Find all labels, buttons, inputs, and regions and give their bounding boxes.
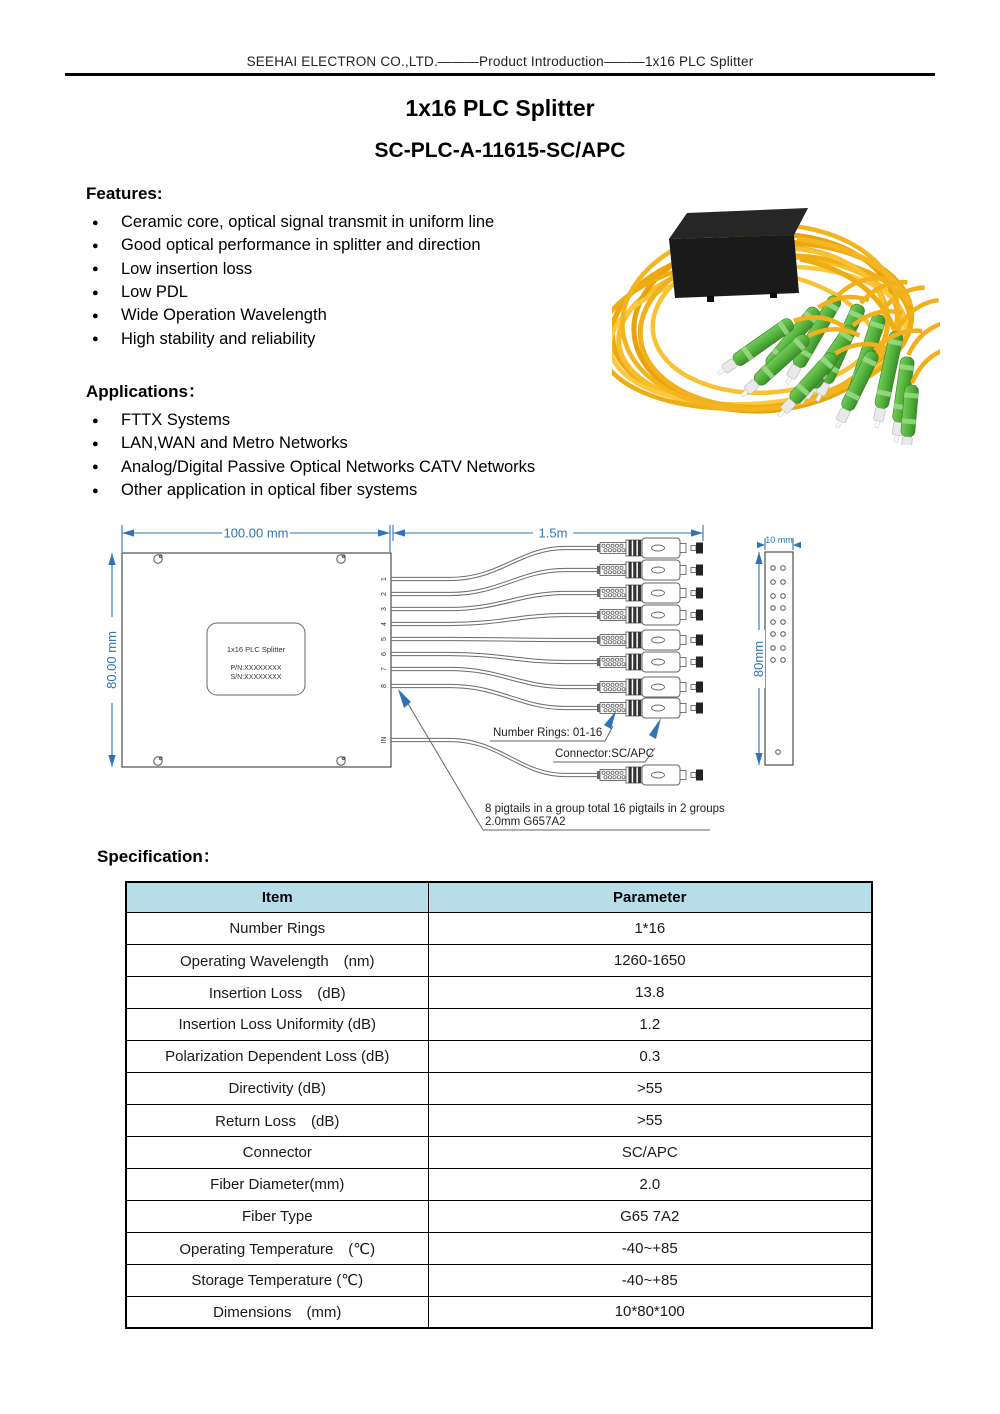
spec-param-cell: G65 7A2 — [428, 1200, 872, 1232]
fiber-pair-line — [391, 617, 600, 626]
spec-param-cell: 1.2 — [428, 1008, 872, 1040]
port-label: 3 — [381, 607, 388, 611]
application-item-label: LAN,WAN and Metro Networks — [121, 434, 348, 453]
device-label-sn: S/N:XXXXXXXX — [230, 674, 282, 681]
spec-col-parameter: Parameter — [428, 882, 872, 912]
spec-item-cell: Directivity (dB) — [126, 1072, 428, 1104]
port-label: 7 — [381, 667, 388, 671]
sc-connector-glyph — [597, 583, 703, 603]
spec-item-cell: Insertion Loss Uniformity (dB) — [126, 1008, 428, 1040]
callout-pigtails: 8 pigtails in a group total 16 pigtails in 2 groups — [485, 803, 725, 815]
spec-row — [126, 1136, 872, 1168]
feature-item — [86, 234, 626, 257]
feature-item-label: High stability and reliability — [121, 329, 316, 348]
spec-row — [126, 1200, 872, 1232]
spec-col-item: Item — [126, 882, 428, 912]
fiber-pair-line — [391, 637, 600, 638]
bullet-icon: ● — [92, 437, 99, 450]
sc-connector-glyph — [597, 538, 703, 558]
splitter-box — [669, 208, 808, 302]
page-title: 1x16 PLC Splitter — [405, 95, 595, 121]
feature-item — [86, 304, 626, 327]
specification-heading: Specification： — [97, 847, 220, 866]
feature-item-label: Low PDL — [121, 283, 188, 302]
bullet-icon: ● — [92, 414, 99, 427]
applications-list — [86, 409, 706, 502]
spec-param-cell: 13.8 — [428, 976, 872, 1008]
feature-item — [86, 211, 626, 234]
spec-table-body — [126, 912, 872, 1328]
fiber-pair-line — [391, 591, 600, 607]
document-header-line: SEEHAI ELECTRON CO.,LTD.———Product Introduction———1x16 PLC Splitter — [246, 54, 754, 69]
spec-param-cell: 1260-1650 — [428, 944, 872, 976]
spec-row — [126, 1232, 872, 1264]
feature-item — [86, 258, 626, 281]
bullet-icon: ● — [92, 239, 99, 252]
features-section — [86, 184, 626, 351]
spec-param-cell: SC/APC — [428, 1136, 872, 1168]
callout-connector: Connector:SC/APC — [555, 748, 655, 760]
callout-number-rings: Number Rings: 01-16 — [493, 727, 603, 739]
technical-drawing-svg — [85, 512, 920, 837]
port-label: 4 — [381, 622, 388, 626]
spec-item-cell: Operating Temperature (℃) — [126, 1232, 428, 1264]
spec-row — [126, 944, 872, 976]
feature-item-label: Low insertion loss — [121, 259, 253, 278]
device-body — [122, 553, 391, 767]
port-label: 6 — [381, 652, 388, 656]
applications-section — [86, 377, 706, 502]
spec-item-cell: Connector — [126, 1136, 428, 1168]
spec-item-cell: Insertion Loss (dB) — [126, 976, 428, 1008]
application-item-label: Other application in optical fiber systems — [121, 481, 418, 500]
spec-row — [126, 976, 872, 1008]
spec-param-cell: -40~+85 — [428, 1264, 872, 1296]
dim-side-height-label: 80mm — [751, 640, 766, 678]
features-list — [86, 211, 626, 351]
side-view — [751, 535, 801, 765]
spec-param-cell: 0.3 — [428, 1040, 872, 1072]
spec-item-cell: Operating Wavelength (nm) — [126, 944, 428, 976]
dim-length-label: 1.5m — [538, 525, 568, 541]
fiber-pair-line — [391, 550, 600, 581]
spec-item-cell: Dimensions (mm) — [126, 1296, 428, 1328]
bullet-icon: ● — [92, 484, 99, 497]
spec-param-cell: 2.0 — [428, 1168, 872, 1200]
sc-connector-glyph — [597, 765, 703, 785]
dim-height — [103, 553, 120, 767]
spec-row — [126, 1168, 872, 1200]
spec-header-row — [126, 882, 872, 912]
sc-connector-glyph — [597, 652, 703, 672]
application-item — [86, 409, 706, 432]
dim-side-width-label: 10 mm — [765, 535, 793, 545]
port-label: 2 — [381, 592, 388, 596]
sc-connector-glyph — [597, 605, 703, 625]
device-label-pn: P/N:XXXXXXXX — [230, 665, 282, 672]
application-item — [86, 432, 706, 455]
fiber-pair-line — [391, 652, 600, 660]
port-label: IN — [381, 736, 388, 744]
bullet-icon: ● — [92, 333, 99, 346]
spec-row — [126, 1040, 872, 1072]
callout-fiber: 2.0mm G657A2 — [485, 816, 566, 828]
spec-item-cell: Fiber Diameter(mm) — [126, 1168, 428, 1200]
spec-row — [126, 912, 872, 944]
bullet-icon: ● — [92, 461, 99, 474]
bullet-icon: ● — [92, 309, 99, 322]
sc-connector-glyph — [597, 560, 703, 580]
spec-param-cell: >55 — [428, 1072, 872, 1104]
fiber-pair-line — [391, 656, 600, 664]
spec-param-cell: 1*16 — [428, 912, 872, 944]
feature-item — [86, 281, 626, 304]
port-label: 8 — [381, 684, 388, 688]
fiber-pair-line — [391, 613, 600, 622]
spec-row — [126, 1264, 872, 1296]
spec-row — [126, 1072, 872, 1104]
fiber-pair-line — [391, 546, 600, 577]
feature-item-label: Ceramic core, optical signal transmit in uniform line — [121, 213, 495, 232]
product-model: SC-PLC-A-11615-SC/APC — [374, 139, 626, 162]
application-item-label: FTTX Systems — [121, 411, 231, 430]
spec-item-cell: Number Rings — [126, 912, 428, 944]
features-heading: Features: — [86, 184, 163, 203]
spec-param-cell: 10*80*100 — [428, 1296, 872, 1328]
spec-row — [126, 1008, 872, 1040]
header-rule — [65, 73, 935, 76]
device-label-title: 1x16 PLC Splitter — [226, 645, 286, 654]
spec-row — [126, 1104, 872, 1136]
technical-drawing — [85, 512, 920, 837]
port-label: 5 — [381, 637, 388, 641]
bullet-icon: ● — [92, 286, 99, 299]
fiber-pair-line — [391, 641, 600, 642]
application-item-label: Analog/Digital Passive Optical Networks CATV Networks — [121, 457, 536, 476]
application-item — [86, 456, 706, 479]
spec-item-cell: Polarization Dependent Loss (dB) — [126, 1040, 428, 1072]
spec-param-cell: >55 — [428, 1104, 872, 1136]
dim-width — [122, 525, 390, 552]
bullet-icon: ● — [92, 216, 99, 229]
port-label: 1 — [381, 577, 388, 581]
fiber-pairs — [391, 546, 603, 776]
sc-connector-glyph — [597, 630, 703, 650]
spec-item-cell: Fiber Type — [126, 1200, 428, 1232]
spec-row — [126, 1296, 872, 1328]
sc-connector-glyph — [597, 677, 703, 697]
feature-item-label: Good optical performance in splitter and direction — [121, 236, 481, 255]
applications-heading: Applications： — [86, 382, 206, 401]
spec-item-cell: Storage Temperature (℃) — [126, 1264, 428, 1296]
dim-width-label: 100.00 mm — [223, 525, 289, 541]
specification-table — [125, 881, 873, 1329]
feature-item-label: Wide Operation Wavelength — [121, 306, 327, 325]
spec-param-cell: -40~+85 — [428, 1232, 872, 1264]
application-item — [86, 479, 706, 502]
feature-item — [86, 327, 626, 350]
dim-height-label: 80.00 mm — [104, 631, 119, 689]
spec-item-cell: Return Loss (dB) — [126, 1104, 428, 1136]
bullet-icon: ● — [92, 263, 99, 276]
